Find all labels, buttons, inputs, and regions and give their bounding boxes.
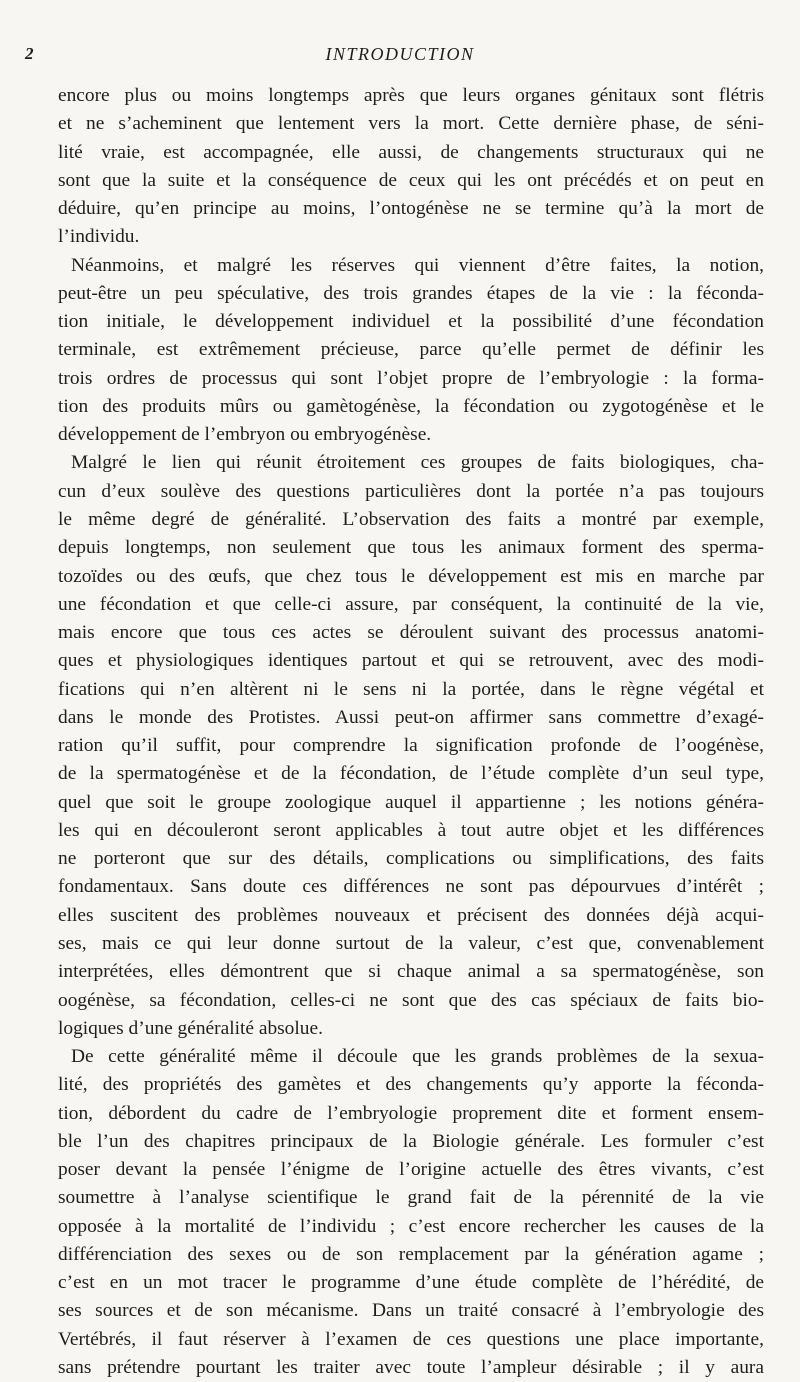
text-line: l’individu. [58,226,140,248]
text-line: oogénèse, sa fécondation, celles-ci ne sont que des cas spéciaux de faits bio- [58,989,764,1011]
text-line: ques et physiologiques identiques partout et qui se retrouvent, avec des modi- [58,650,764,672]
text-line: poser devant la pensée l’énigme de l’origine actuelle des êtres vivants, c’est [58,1159,764,1181]
text-line: soumettre à l’analyse scientifique le grand fait de la pérennité de la vie [58,1187,764,1209]
text-line: depuis longtemps, non seulement que tous les animaux forment des sperma- [58,537,764,559]
text-line: développement de l’embryon ou embryogénèse. [58,424,432,446]
text-line: une fécondation et que celle-ci assure, par conséquent, la continuité de la vie, [58,593,764,615]
text-line: ble l’un des chapitres principaux de la Biologie générale. Les formuler c’est [58,1130,764,1152]
body-text [58,82,764,1382]
text-line: terminale, est extrêmement précieuse, parce qu’elle permet de définir les [58,339,764,361]
text-line: dans le monde des Protistes. Aussi peut-on affirmer sans commettre d’exagé- [58,706,764,728]
text-line: tion, débordent du cadre de l’embryologie proprement dite et forment ensem- [58,1102,764,1124]
text-line: ses, mais ce qui leur donne surtout de la valeur, c’est que, convenablement [58,932,764,954]
text-line: Vertébrés, il faut réserver à l’examen de ces questions une place importante, [58,1328,764,1350]
text-line: encore plus ou moins longtemps après que leurs organes génitaux sont flétris [58,85,764,106]
text-line: ne porteront que sur des détails, complications ou simplifications, des faits [58,848,764,870]
text-line: ration qu’il suffit, pour comprendre la signification profonde de l’oogénèse, [58,735,764,757]
running-head: INTRODUCTION [325,44,475,64]
text-line: interprétées, elles démontrent que si chaque animal a sa spermatogénèse, son [58,961,764,983]
text-line: elles suscitent des problèmes nouveaux et précisent des données déjà acqui- [58,904,764,926]
text-line: mais encore que tous ces actes se déroulent suivant des processus anatomi- [58,622,764,644]
text-line: sans prétendre pourtant les traiter avec toute l’ampleur désirable ; il y aura [58,1356,764,1378]
text-line: différenciation des sexes ou de son remplacement par la génération agame ; [58,1243,764,1265]
text-line: c’est en un mot tracer le programme d’une étude complète de l’hérédité, de [58,1272,764,1294]
text-line: le même degré de généralité. L’observation des faits a montré par exemple, [58,508,764,530]
text-line: les qui en découleront seront applicables à tout autre objet et les différences [58,819,764,841]
text-line: cun d’eux soulève des questions particulières dont la portée n’a pas toujours [58,480,764,502]
text-line: tion des produits mûrs ou gamètogénèse, la fécondation ou zygotogénèse et le [58,395,764,417]
text-line: tozoïdes ou des œufs, que chez tous le développement est mis en marche par [58,565,764,587]
text-line: de la spermatogénèse et de la fécondation, de l’étude complète d’un seul type, [58,763,764,785]
text-line: sont que la suite et la conséquence de ceux qui les ont précédés et on peut en [58,169,764,191]
text-line: lité, des propriétés des gamètes et des changements qu’y apporte la féconda- [58,1074,764,1096]
text-line: fications qui n’en altèrent ni le sens ni la portée, dans le règne végétal et [58,678,764,700]
text-line: opposée à la mortalité de l’individu ; c’est encore rechercher les causes de la [58,1215,764,1237]
text-line: trois ordres de processus qui sont l’objet propre de l’embryologie : la forma- [58,367,764,389]
text-line: déduire, qu’en principe au moins, l’ontogénèse ne se termine qu’à la mort de [58,198,764,220]
text-line: fondamentaux. Sans doute ces différences ne sont pas dépourvues d’intérêt ; [58,876,764,898]
text-line: tion initiale, le développement individuel et la possibilité d’une fécondation [58,311,764,333]
text-line: Néanmoins, et malgré les réserves qui viennent d’être faites, la notion, [71,254,764,276]
text-line: De cette généralité même il découle que les grands problèmes de la sexua- [71,1046,764,1068]
text-line: ses sources et de son mécanisme. Dans un traité consacré à l’embryologie des [58,1300,764,1322]
text-line: peut-être un peu spéculative, des trois grandes étapes de la vie : la féconda- [58,282,764,304]
text-line: Malgré le lien qui réunit étroitement ces groupes de faits biologiques, cha- [71,452,764,474]
text-line: lité vraie, est accompagnée, elle aussi, de changements structuraux qui ne [58,141,764,163]
text-line: logiques d’une généralité absolue. [58,1017,323,1039]
page-number: 2 [25,44,34,63]
text-line: et ne s’acheminent que lentement vers la mort. Cette dernière phase, de séni- [58,113,764,135]
text-line: quel que soit le groupe zoologique auquel il appartienne ; les notions généra- [58,791,764,813]
